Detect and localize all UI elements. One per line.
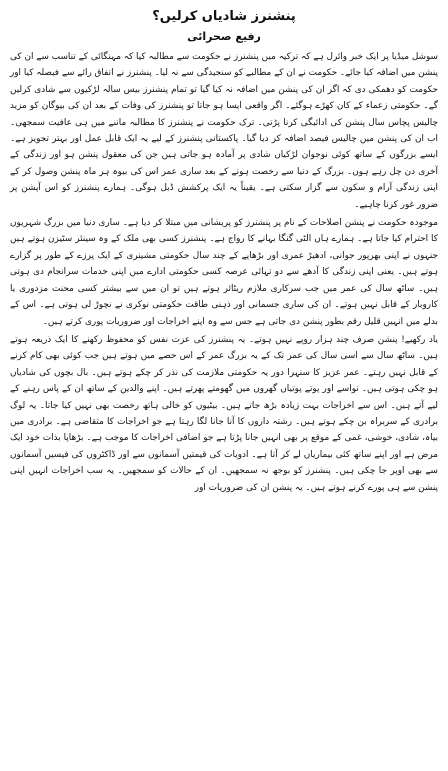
paragraph-reforms: موجودہ حکومت نے پنشن اصلاحات کے نام پر پنشنرز کو پریشانی میں مبتلا کر دیا ہے۔ ساری دنیا میں بزرگ شہریوں کا احترام کیا جاتا ہے۔ ہمارے ہاں الٹی گنگا بہانے کا رواج ہے۔ پنشنرز کسی بھی ملک کے وہ سینئر سٹیزن ہوتے ہیں جنہوں نے اپنی بھرپور جوانی، ادھیڑ عمری اور بڑھاپے کے چند سال حکومتی مشینری کے ایک پرزے کے طور پر گزارے ہوتے ہیں۔ یعنی اپنی زندگی کا آدھے سے دو تہائی عرصہ کسی حکومتی ادارے میں اپنی خدمات سرانجام دی ہوتی ہیں۔ ساٹھ سال کی عمر میں جب سرکاری ملازم ریٹائر ہوتے ہیں تو ان میں سے بیشتر کسی محنت مزدوری یا کاروبار کے قابل نہیں ہوتے۔ ان کی ساری جسمانی اور ذہنی طاقت حکومتی نوکری نے نچوڑ لی ہوتی ہے۔ اس کے بدلے میں انہیں قلیل رقم بطور پنشن دی جاتی ہے جس سے وہ اپنے اخراجات اور ضروریات پوری کرتے ہیں۔: [10, 218, 438, 327]
paragraph-intro: سوشل میڈیا پر ایک خبر وائرل ہے کہ ترکیہ میں پنشنرز نے حکومت سے مطالبہ کیا کہ مہنگائی کے تناسب سے ان کی پنشن میں اضافہ کیا جائے۔ حکومت نے ان کے مطالبے کو سنجیدگی سے نہ لیا۔ پنشنرز نے اتفاق رائے سے فیصلہ کیا اور حکومت کو دھمکی دی کہ اگر ان کی پنشن میں اضافہ نہ کیا گیا تو تمام پنشنرز بیس سالہ لڑکیوں سے شادی کرلیں گے۔ حکومتی زعماء کے کان کھڑے ہوگئے۔ اگر واقعی ایسا ہو جاتا تو پنشنرز کی وفات کے بعد ان کی بیوگان کو مزید چالیس پچاس سال پنشن کی ادائیگی کرنا پڑتی۔ ترک حکومت نے پنشنرز کا مطالبہ ماننے میں ہی عافیت سمجھی۔ اب ان کی پنشن میں چالیس فیصد اضافہ کر دیا گیا۔ پاکستانی پنشنرز کے لیے یہ ایک قابل عمل اور بہتر تجویز ہے۔ ایسے بزرگوں کے ساتھ کوئی نوجوان لڑکیاں شادی پر آمادہ ہو جاتی ہیں جن کی معقول پنشن ہو اور زندگی کے آخری دن چل رہے ہوں۔ بزرگ کے دنیا سے رخصت ہونے کے بعد ساری عمر اس کی بیوہ ہر ماہ پنشن وصول کر کے اپنی زندگی آرام و سکون سے گزار سکتی ہے۔ یقیناً یہ ایک پرکشش ڈیل ہوگی۔ ہمارے پنشنرز کو اس آپشن پر ضرور غور کرنا چاہیے۔: [9, 52, 438, 210]
article-body: [10, 49, 438, 496]
article-title: پنشنرز شادیاں کرلیں؟: [152, 9, 296, 24]
paragraph-reminder: یاد رکھیے! پنشن صرف چند ہزار روپے نہیں ہوتے۔ یہ پنشنرز کی عزت نفس کو محفوظ رکھنے کا ایک ذریعہ ہوتے ہیں۔ ساٹھ سال سے اسی سال کی عمر تک کے یہ بزرگ عمر کے اس حصے میں ہوتے ہیں جب کوئی بھی کام کرنے کے قابل نہیں رہتے۔ عمر عزیز کا سنہرا دور یہ حکومتی ملازمت کی نذر کر چکے ہوتے ہیں۔ بال بچوں کی شادیاں ہو چکی ہوتی ہیں۔ نواسے اور پوتے پوتیاں گھروں میں گھومتے پھرتے ہیں۔ اپنے والدین کے ساتھ ان کے پاس رہنے کے لیے آتے ہیں۔ اس سے اخراجات بہت زیادہ بڑھ جاتے ہیں۔ بیٹیوں کو خالی ہاتھ رخصت بھی نہیں کیا جاتا۔ یہ لوگ برادری کے سربراہ بن چکے ہوتے ہیں۔ رشتہ داروں کا آنا جانا لگا رہتا ہے جو اخراجات کا متقاضی ہے۔ برادری میں بیاہ، شادی، خوشی، غمی کے موقع پر بھی انہیں جانا پڑتا ہے جو اضافی اخراجات کا موجب ہے۔ بڑھاپا بذات خود ایک مرض ہے اور اپنے ساتھ کئی بیماریاں لے کر آتا ہے۔ ادویات کی قیمتیں آسمانوں سے اور ڈاکٹروں کی فیسیں آسمانوں سے بھی اوپر جا چکی ہیں۔ پنشنرز کو بوجھ نہ سمجھیں۔ ان کے حالات کو سمجھیں۔ یہ سب اخراجات انہیں اپنی پنشن سے ہی پورے کرنے ہوتے ہیں۔ یہ پنشن ان کی ضروریات اور: [10, 334, 438, 493]
article-author: رفیع صحرائی: [187, 30, 261, 43]
